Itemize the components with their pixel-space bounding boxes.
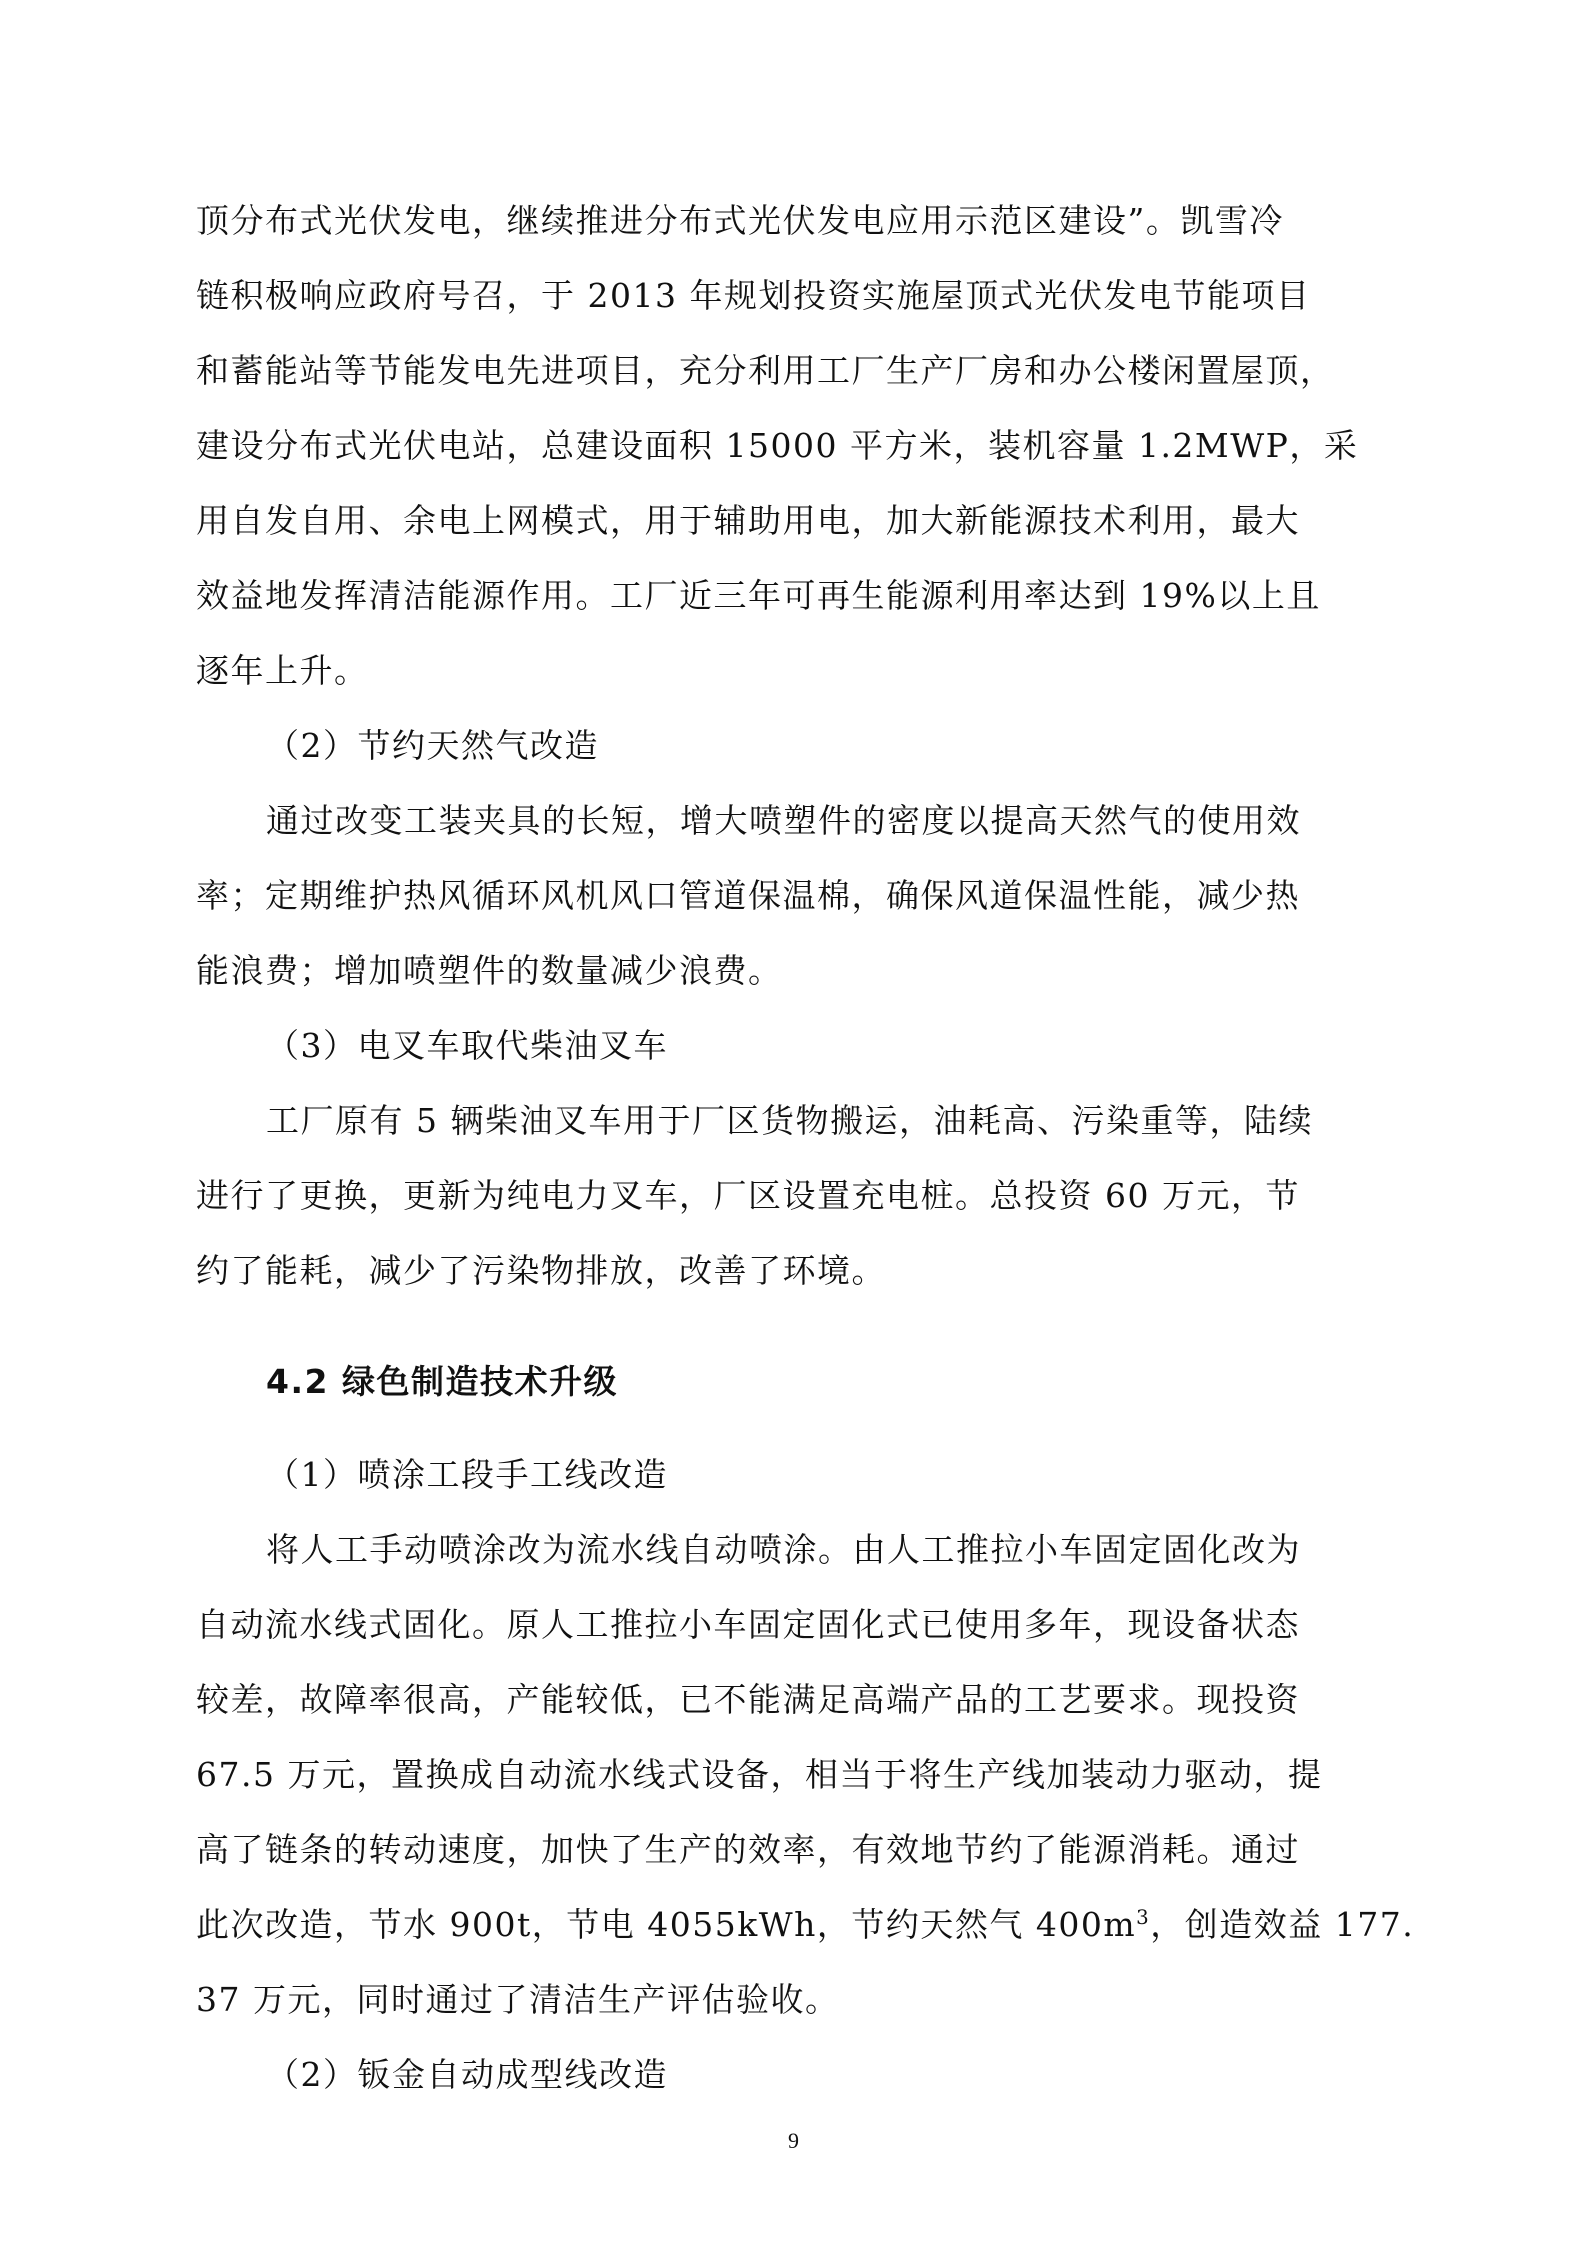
text-line: 用自发自用、余电上网模式，用于辅助用电，加大新能源技术利用，最大	[196, 501, 1300, 540]
subheading-forklift: （3）电叉车取代柴油叉车	[266, 1026, 668, 1065]
text-line: 率；定期维护热风循环风机风口管道保温棉，确保风道保温性能，减少热	[196, 876, 1300, 915]
text-line: 能浪费；增加喷塑件的数量减少浪费。	[196, 951, 783, 990]
page-number: 9	[788, 2128, 799, 2153]
page-body	[196, 183, 1415, 2112]
text-line: 较差，故障率很高，产能较低，已不能满足高端产品的工艺要求。现投资	[196, 1680, 1300, 1719]
paragraph-forklift	[196, 1083, 1396, 1308]
text-line: 自动流水线式固化。原人工推拉小车固定固化式已使用多年，现设备状态	[196, 1605, 1300, 1644]
text-line: 效益地发挥清洁能源作用。工厂近三年可再生能源利用率达到 19%以上且	[196, 576, 1321, 615]
text-line: 链积极响应政府号召，于 2013 年规划投资实施屋顶式光伏发电节能项目	[196, 276, 1311, 315]
text-line: 顶分布式光伏发电，继续推进分布式光伏发电应用示范区建设”。凯雪冷	[196, 201, 1284, 240]
subheading-sheetmetal: （2）钣金自动成型线改造	[266, 2055, 668, 2094]
text-line: 工厂原有 5 辆柴油叉车用于厂区货物搬运，油耗高、污染重等，陆续	[266, 1101, 1313, 1140]
paragraph-solar	[196, 183, 1396, 708]
text-segment: ，创造效益 177.	[1150, 1905, 1415, 1944]
text-line: 67.5 万元，置换成自动流水线式设备，相当于将生产线加装动力驱动，提	[196, 1755, 1323, 1794]
section-heading: 4.2 绿色制造技术升级	[266, 1362, 618, 1401]
text-line: 和蓄能站等节能发电先进项目，充分利用工厂生产厂房和办公楼闲置屋顶，	[196, 351, 1335, 390]
text-line: 逐年上升。	[196, 651, 369, 690]
text-line: 37 万元，同时通过了清洁生产评估验收。	[196, 1980, 840, 2019]
text-segment: 此次改造，节水 900t，节电 4055kWh，节约天然气 400m	[196, 1905, 1137, 1944]
text-line: 将人工手动喷涂改为流水线自动喷涂。由人工推拉小车固定固化改为	[266, 1530, 1301, 1569]
text-line: 建设分布式光伏电站，总建设面积 15000 平方米，装机容量 1.2MWP，采	[196, 426, 1359, 465]
superscript: 3	[1136, 1906, 1151, 1929]
text-line: 约了能耗，减少了污染物排放，改善了环境。	[196, 1251, 886, 1290]
text-line: 进行了更换，更新为纯电力叉车，厂区设置充电桩。总投资 60 万元，节	[196, 1176, 1300, 1215]
paragraph-spray	[196, 1512, 1415, 2037]
text-line: 高了链条的转动速度，加快了生产的效率，有效地节约了能源消耗。通过	[196, 1830, 1300, 1869]
paragraph-gas	[196, 783, 1396, 1008]
subheading-spray: （1）喷涂工段手工线改造	[266, 1455, 668, 1494]
subheading-gas: （2）节约天然气改造	[266, 726, 599, 765]
text-line: 通过改变工装夹具的长短，增大喷塑件的密度以提高天然气的使用效	[266, 801, 1301, 840]
text-line-with-superscript	[196, 1887, 1415, 1962]
